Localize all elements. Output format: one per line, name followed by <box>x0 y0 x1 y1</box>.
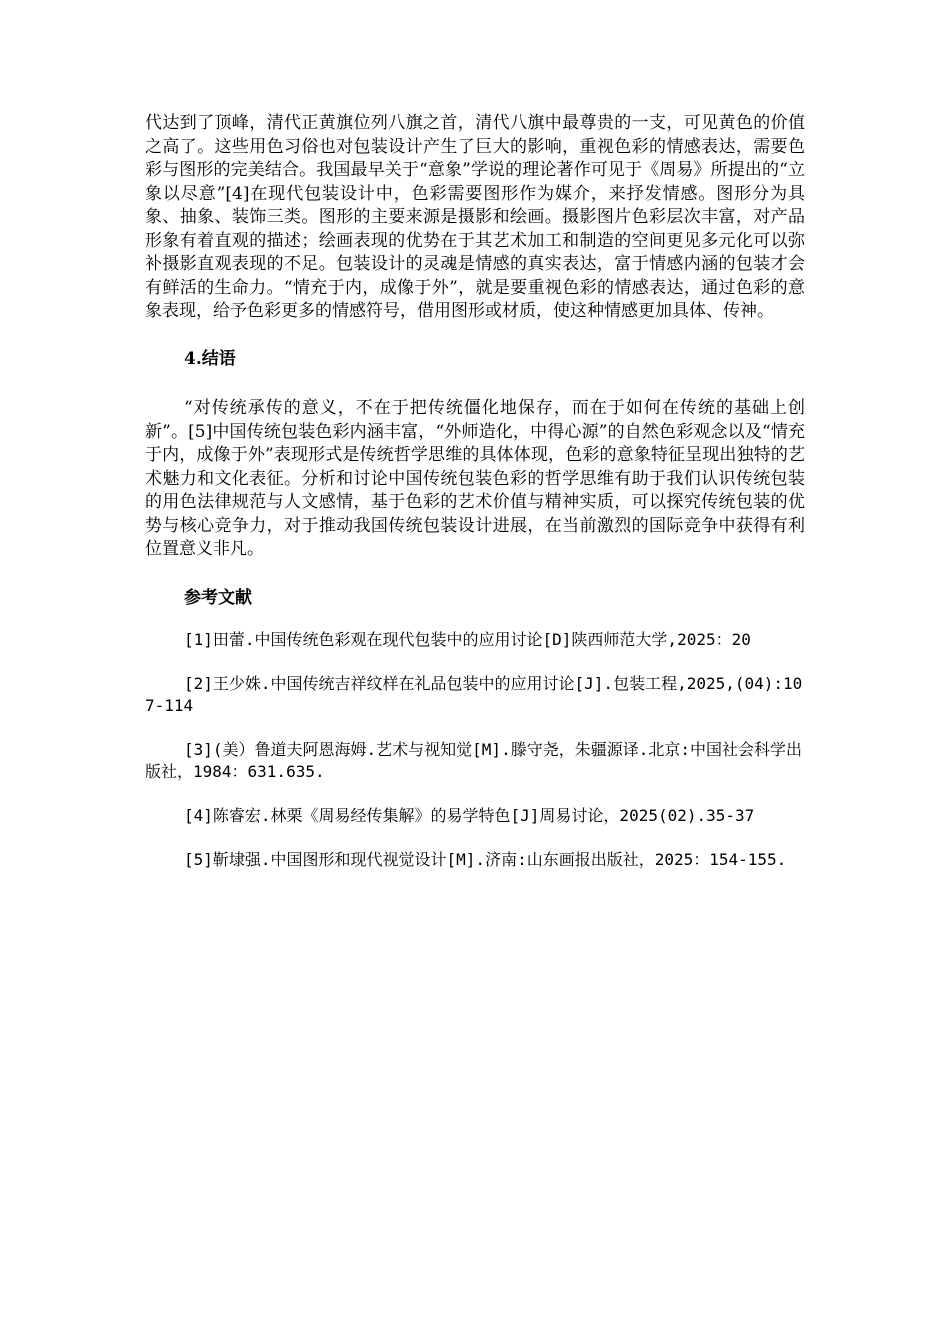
reference-item: [2]王少姝.中国传统吉祥纹样在礼品包装中的应用讨论[J].包装工程,2025,(04):107-114 <box>145 674 803 715</box>
reference-item: [5]靳埭强.中国图形和现代视觉设计[M].济南:山东画报出版社，2025：154-155. <box>184 850 787 869</box>
references-heading: 参考文献 <box>184 587 252 608</box>
conclusion-paragraph: “对传统承传的意义，不在于把传统僵化地保存，而在于如何在传统的基础上创新”。[5]中国传统包装色彩内涵丰富，“外师造化，中得心源”的自然色彩观念以及“情充于内，成像于外”表现形式是传统哲学思维的具体体现，色彩的意象特征呈现出独特的艺术魅力和文化表征。分析和讨论中国传统包装色彩的哲学思维有助于我们认识传统包装的用色法律规范与人文感情，基于色彩的艺术价值与精神实质，可以探究传统包装的优势与核心竞争力，对于推动我国传统包装设计进展，在当前激烈的国际竞争中获得有利位置意义非凡。 <box>145 398 805 559</box>
reference-item: [4]陈睿宏.林栗《周易经传集解》的易学特色[J]周易讨论，2025(02).35-37 <box>184 806 755 825</box>
reference-item: [1]田蕾.中国传统色彩观在现代包装中的应用讨论[D]陕西师范大学,2025：20 <box>184 630 751 649</box>
conclusion-heading: 4.结语 <box>184 348 236 369</box>
document-page <box>145 112 805 871</box>
intro-paragraph: 代达到了顶峰，清代正黄旗位列八旗之首，清代八旗中最尊贵的一支，可见黄色的价值之高了。这些用色习俗也对包装设计产生了巨大的影响，重视色彩的情感表达，需要色彩与图形的完美结合。我国最早关于“意象”学说的理论著作可见于《周易》所提出的“立象以尽意”[4]在现代包装设计中，色彩需要图形作为媒介，来抒发情感。图形分为具象、抽象、装饰三类。图形的主要来源是摄影和绘画。摄影图片色彩层次丰富，对产品形象有着直观的描述；绘画表现的优势在于其艺术加工和制造的空间更见多元化可以弥补摄影直观表现的不足。包装设计的灵魂是情感的真实表达，富于情感内涵的包装才会有鲜活的生命力。“情充于内，成像于外”，就是要重视色彩的情感表达，通过色彩的意象表现，给予色彩更多的情感符号，借用图形或材质，使这种情感更加具体、传神。 <box>145 113 805 321</box>
reference-item: [3](美）鲁道夫阿恩海姆.艺术与视知觉[M].滕守尧，朱疆源译.北京:中国社会科学出版社，1984：631.635. <box>145 740 802 781</box>
reference-list <box>145 629 805 871</box>
